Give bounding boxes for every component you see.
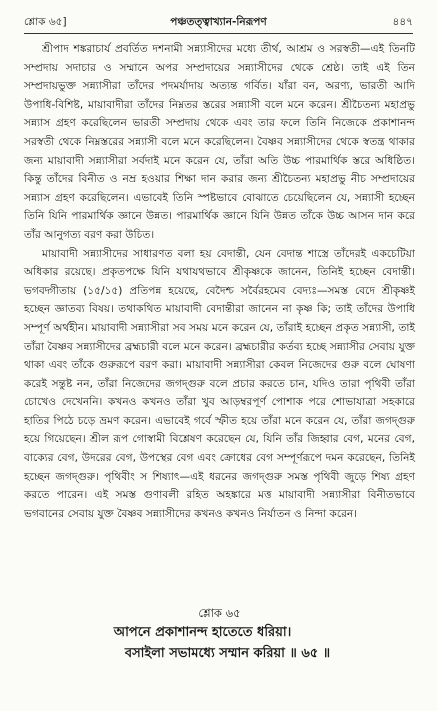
page-number: ৪৪৭ bbox=[392, 16, 413, 28]
page-header bbox=[24, 14, 413, 30]
paragraph: মায়াবাদী সন্ন্যাসীদের সাধারণত বলা হয় বেদান্তী, যেন বেদান্ত শাস্ত্রে তাঁদেরই একচেটিয়া অধিকার রয়েছে। প্রকৃতপক্ষে যিনি যথাযথভাবে শ্রীকৃষ্ণকে জানেন, তিনিই হচ্ছেন বেদান্তী। ভগবদ্গীতায় (১৫/১৫) প্রতিপন্ন হয়েছে, বেদৈশ্চ সর্বৈরহমেব বেদ্যঃ—সমস্ত বেদে শ্রীকৃষ্ণই হচ্ছেন জ্ঞাতব্য বিষয়। তথাকথিত মায়াবাদী বেদান্তীরা জানেন না কৃষ্ণ কি; তাই তাঁদের উপাধি সম্পূর্ণ অর্থহীন। মায়াবাদী সন্ন্যাসীরা সব সময় মনে করেন যে, তাঁরাই হচ্ছেন প্রকৃত সন্ন্যাসী, তাই তাঁরা বৈষ্ণব সন্ন্যাসীদের ব্রহ্মচারী বলে মনে করেন। ব্রহ্মচারীর কর্তব্য হচ্ছে সন্ন্যাসীর সেবায় যুক্ত থাকা এবং তাঁকে গুরুরূপে বরণ করা। মায়াবাদী সন্ন্যাসীরা কেবল নিজেদের গুরু বলে ঘোষণা করেই সন্তুষ্ট নন, তাঁরা নিজেদের জগদ্গুরু বলে প্রচার করতে চান, যদিও তারা পৃথিবী তাঁরা চোখেও দেখেননি। কখনও কখনও তাঁরা খুব আড়ম্বরপূর্ণ পোশাক পরে শোভাযাত্রা সহকারে হাতির পিঠে চড়ে ভ্রমণ করেন। এভাবেই গর্বে স্ফীত হয়ে তাঁরা মনে করেন যে, তাঁরা জগদ্গুরু হয়ে গিয়েছেন। শ্রীল রূপ গোস্বামী বিশ্লেষণ করেছেন যে, যিনি তাঁর জিহ্বার বেগ, মনের বেগ, বাক্যের বেগ, উদরের বেগ, উপস্থের বেগ এবং ক্রোধের বেগ সম্পূর্ণরূপে দমন করেছেন, তিনিই হচ্ছেন জগদ্গুরু। পৃথিবীং স শিষ্যাৎ—এই ধরনের জগদ্গুরু সমস্ত পৃথিবী জুড়ে শিষ্য গ্রহণ করতে পারেন। এই সমস্ত গুণাবলী রহিত অহঙ্কারে মত্ত মায়াবাদী সন্ন্যাসীরা বিনীতভাবে ভগবানের সেবায় যুক্ত বৈষ্ণব সন্ন্যাসীদের কখনও কখনও নির্যাতন ও নিন্দা করেন। bbox=[24, 247, 415, 520]
purport-text bbox=[24, 40, 415, 523]
verse-number: শ্লোক ৬৫ bbox=[198, 606, 241, 620]
paragraph: শ্রীপাদ শঙ্করাচার্য প্রবর্তিত দশনামী সন্ন্যাসীদের মধ্যে তীর্থ, আশ্রম ও সরস্বতী—এই তিনটি সম্প্রদায় সদাচার ও সম্মানে অপর সম্প্রদায়ের সন্ন্যাসীদের থেকে শ্রেষ্ঠ। তাই এই তিন সম্প্রদায়ভুক্ত সন্ন্যাসীরা তাঁদের পদমর্যাদায় অত্যন্ত গর্বিত। যাঁরা বন, অরণ্য, ভারতী আদি উপাধি-বিশিষ্ট, মায়াবাদীরা তাঁদের নিম্নতর স্তরের সন্ন্যাসী বলে মনে করেন। শ্রীচৈতন্য মহাপ্রভু সন্ন্যাস গ্রহণ করেছিলেন ভারতী সম্প্রদায় থেকে এবং তার ফলে তিনি নিজেকে প্রকাশানন্দ সরস্বতী থেকে নিম্নস্তরের সন্ন্যাসী বলে মনে করেছিলেন। বৈষ্ণব সন্ন্যাসীদের থেকে স্বতন্ত্র থাকার জন্য মায়াবাদী সন্ন্যাসীরা সর্বদাই মনে করেন যে, তাঁরা অতি উচ্চ পারমার্থিক স্তরে অধিষ্ঠিত। কিন্তু তাঁদের বিনীত ও নম্র হওয়ার শিক্ষা দান করার জন্য শ্রীচৈতন্য মহাপ্রভু নীচ সম্প্রদায়ের সন্ন্যাস গ্রহণ করেছিলেন। এভাবেই তিনি স্পষ্টভাবে বোঝাতে চেয়েছিলেন যে, সন্ন্যাসী হচ্ছেন তিনি যিনি পারমার্থিক জ্ঞানে উন্নত। পারমার্থিক জ্ঞানে যিনি উন্নত তাঁকে উচ্চ আসন দান করে তাঁর আনুগত্য বরণ করা উচিত। bbox=[24, 43, 415, 241]
verse-block bbox=[24, 604, 415, 664]
verse-line: বসাইলা সভামধ্যে সম্মান করিয়া ॥ ৬৫ ॥ bbox=[124, 646, 331, 661]
verse-line: আপনে প্রকাশানন্দ হাতেতে ধরিয়া। bbox=[113, 625, 292, 640]
header-divider bbox=[24, 33, 413, 34]
verse-reference: শ্লোক ৬৫] bbox=[24, 16, 67, 28]
chapter-title: পঞ্চতত্ত্বাখ্যান-নিরূপণ bbox=[170, 16, 267, 28]
